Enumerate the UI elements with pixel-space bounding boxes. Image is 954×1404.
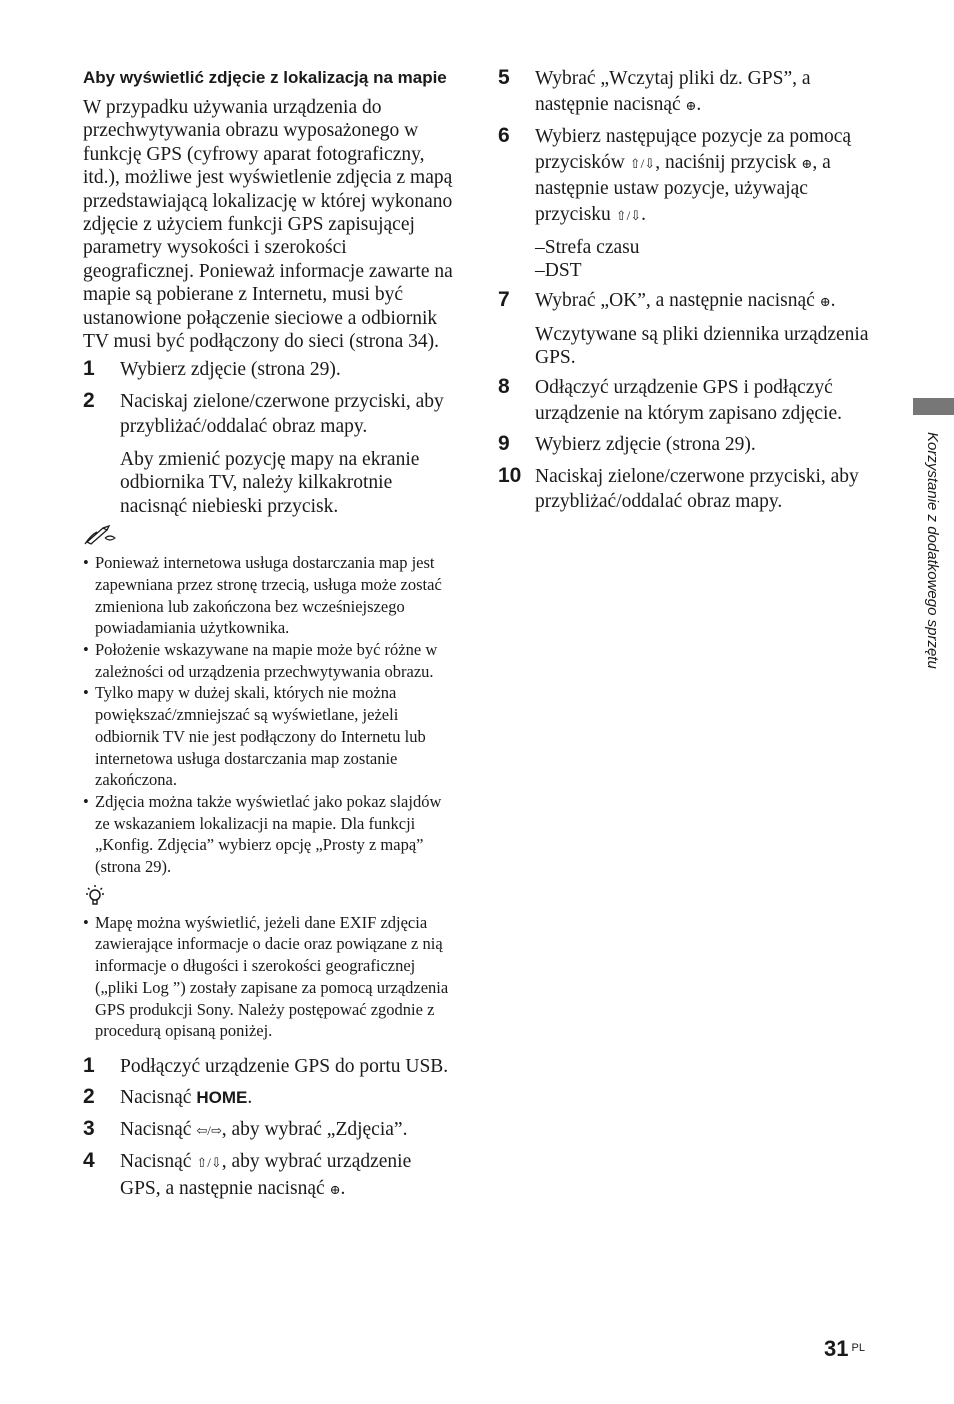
list-item: • Ponieważ internetowa usługa dostarczania map jest zapewniana przez stronę trzecią, usługa może zostać zmieniona lub zakończona bez wcześniejszego powiadamiania użytkownika. — [83, 552, 455, 639]
right-column — [498, 66, 878, 521]
section-sidebar-label: Korzystanie z dodatkowego sprzętu — [924, 432, 941, 669]
gps-step-7 — [498, 288, 878, 369]
step-text: Wybierz następujące pozycje za pomocą przycisków — [535, 126, 852, 173]
list-item: • Mapę można wyświetlić, jeżeli dane EXIF zdjęcia zawierające informacje o dacie oraz powiązane z nią informacje o długości i szerokości geograficznej („pliki Log ”) zostały zapisane za pomocą urządzenia GPS produkcji Sony. Należy postępować zgodnie z procedurą opisaną poniżej. — [83, 912, 455, 1042]
step-number: 3 — [83, 1116, 95, 1140]
gps-step-10 — [498, 464, 878, 515]
gps-step-3 — [83, 1117, 455, 1144]
step-text: , aby wybrać urządzenie GPS, a następnie nacisnąć — [120, 1151, 412, 1199]
step-text: . — [340, 1177, 346, 1199]
step-text: , aby wybrać „Zdjęcia”. — [221, 1118, 408, 1140]
step-text: Naciskaj zielone/czerwone przyciski, aby przybliżać/oddalać obraz mapy. — [120, 390, 444, 438]
step-text: Wybrać „OK”, a następnie nacisnąć — [535, 290, 820, 311]
step-number: 2 — [83, 388, 95, 412]
notes-marker — [83, 524, 455, 550]
step-text: Nacisnąć — [120, 1087, 197, 1109]
step-text: , naciśnij przycisk — [655, 151, 802, 173]
enter-button-icon: ⊕ — [329, 1181, 341, 1197]
list-item: • Tylko mapy w dużej skali, których nie można powiększać/zmniejszać są wyświetlane, jeżeli odbiornik TV nie jest podłączony do Internetu lub internetowa usługa dostarczania map zostanie zakończona. — [83, 682, 455, 791]
gps-step-8 — [498, 375, 878, 426]
step-text: Podłączyć urządzenie GPS do portu USB. — [120, 1055, 449, 1077]
step-text: , a następnie ustaw pozycje, używając przycisku — [535, 151, 831, 225]
enter-button-icon: ⊕ — [801, 155, 813, 171]
up-down-arrows-icon: ⇧/⇩ — [196, 1155, 222, 1171]
left-column — [83, 66, 455, 1208]
enter-button-icon: ⊕ — [685, 97, 697, 113]
home-key-label: HOME — [196, 1088, 248, 1108]
left-right-arrows-icon: ⇦/⇨ — [196, 1122, 222, 1138]
gps-step-4 — [83, 1149, 455, 1202]
step-text: Nacisnąć — [120, 1118, 197, 1140]
option-dst: –DST — [535, 260, 582, 281]
list-item: • Zdjęcia można także wyświetlać jako pokaz slajdów ze wskazaniem lokalizacji na mapie. Dla funkcji „Konfig. Zdjęcia” wybierz opcję „Prosty z mapą” (strona 29). — [83, 791, 455, 878]
step-1 — [83, 357, 455, 383]
pencil-note-icon — [83, 524, 117, 546]
section-heading: Aby wyświetlić zdjęcie z lokalizacją na mapie — [83, 68, 447, 87]
step-number: 4 — [83, 1149, 95, 1173]
step-text: . — [641, 203, 646, 225]
tips-marker — [83, 884, 455, 910]
intro-paragraph: W przypadku używania urządzenia do przechwytywania obrazu wyposażonego w funkcję GPS (cyfrowy aparat fotograficzny, itd.), możliwe jest wyświetlenie zdjęcia z mapą przedstawiającą lokalizację w której wykonano zdjęcie z użyciem funkcji GPS zapisującej parametry wysokości i szerokości geograficznej. Ponieważ informacje zawarte na mapie są pobierane z Internetu, musi być ustanowione połączenie sieciowe a odbiornik TV musi być podłączony do sieci (strona 34). — [83, 97, 453, 353]
language-code: PL — [851, 1342, 865, 1354]
step-text: Naciskaj zielone/czerwone przyciski, aby przybliżać/oddalać obraz mapy. — [535, 465, 859, 513]
step-number: 1 — [83, 357, 95, 381]
up-down-arrows-icon: ⇧/⇩ — [629, 155, 656, 171]
gps-step-9 — [498, 432, 878, 458]
step-2 — [83, 389, 455, 518]
step-number: 10 — [498, 463, 522, 487]
step-text: Odłączyć urządzenie GPS i podłączyć urządzenie na którym zapisano zdjęcie. — [535, 377, 842, 424]
step-number: 2 — [83, 1085, 95, 1109]
step-number: 5 — [498, 66, 510, 89]
option-time-zone: –Strefa czasu — [535, 237, 640, 258]
notes-list — [83, 552, 455, 878]
step-text: Wybierz zdjęcie (strona 29). — [120, 359, 341, 381]
step-text: Nacisnąć — [120, 1151, 197, 1173]
enter-button-icon: ⊕ — [819, 294, 831, 309]
gps-step-2 — [83, 1085, 455, 1111]
page-number — [824, 1336, 865, 1362]
step-text: . — [696, 93, 702, 115]
gps-step-1 — [83, 1054, 455, 1080]
up-down-arrows-icon: ⇧/⇩ — [615, 207, 642, 223]
step-number: 1 — [83, 1053, 95, 1077]
step-note: Aby zmienić pozycję mapy na ekranie odbiornika TV, należy kilkakrotnie nacisnąć niebieski przycisk. — [120, 448, 420, 517]
list-item: • Położenie wskazywane na mapie może być różne w zależności od urządzenia przechwytywania obrazu. — [83, 639, 455, 682]
step-number: 7 — [498, 288, 510, 311]
step-number: 9 — [498, 432, 510, 456]
step-text: Wybrać „Wczytaj pliki dz. GPS”, a następnie nacisnąć — [535, 68, 811, 115]
tips-list — [83, 912, 455, 1042]
step-text: . — [247, 1087, 253, 1109]
step-options — [535, 236, 878, 282]
page-number-value: 31 — [824, 1336, 849, 1361]
section-tab-marker — [913, 398, 954, 415]
step-number: 8 — [498, 375, 510, 399]
step-text: Wybierz zdjęcie (strona 29). — [535, 434, 756, 456]
gps-step-6 — [498, 124, 878, 282]
lightbulb-tip-icon — [83, 884, 107, 908]
step-text: . — [830, 290, 836, 311]
gps-step-5 — [498, 66, 878, 118]
step-note: Wczytywane są pliki dziennika urządzenia GPS. — [535, 323, 869, 368]
step-number: 6 — [498, 124, 510, 147]
